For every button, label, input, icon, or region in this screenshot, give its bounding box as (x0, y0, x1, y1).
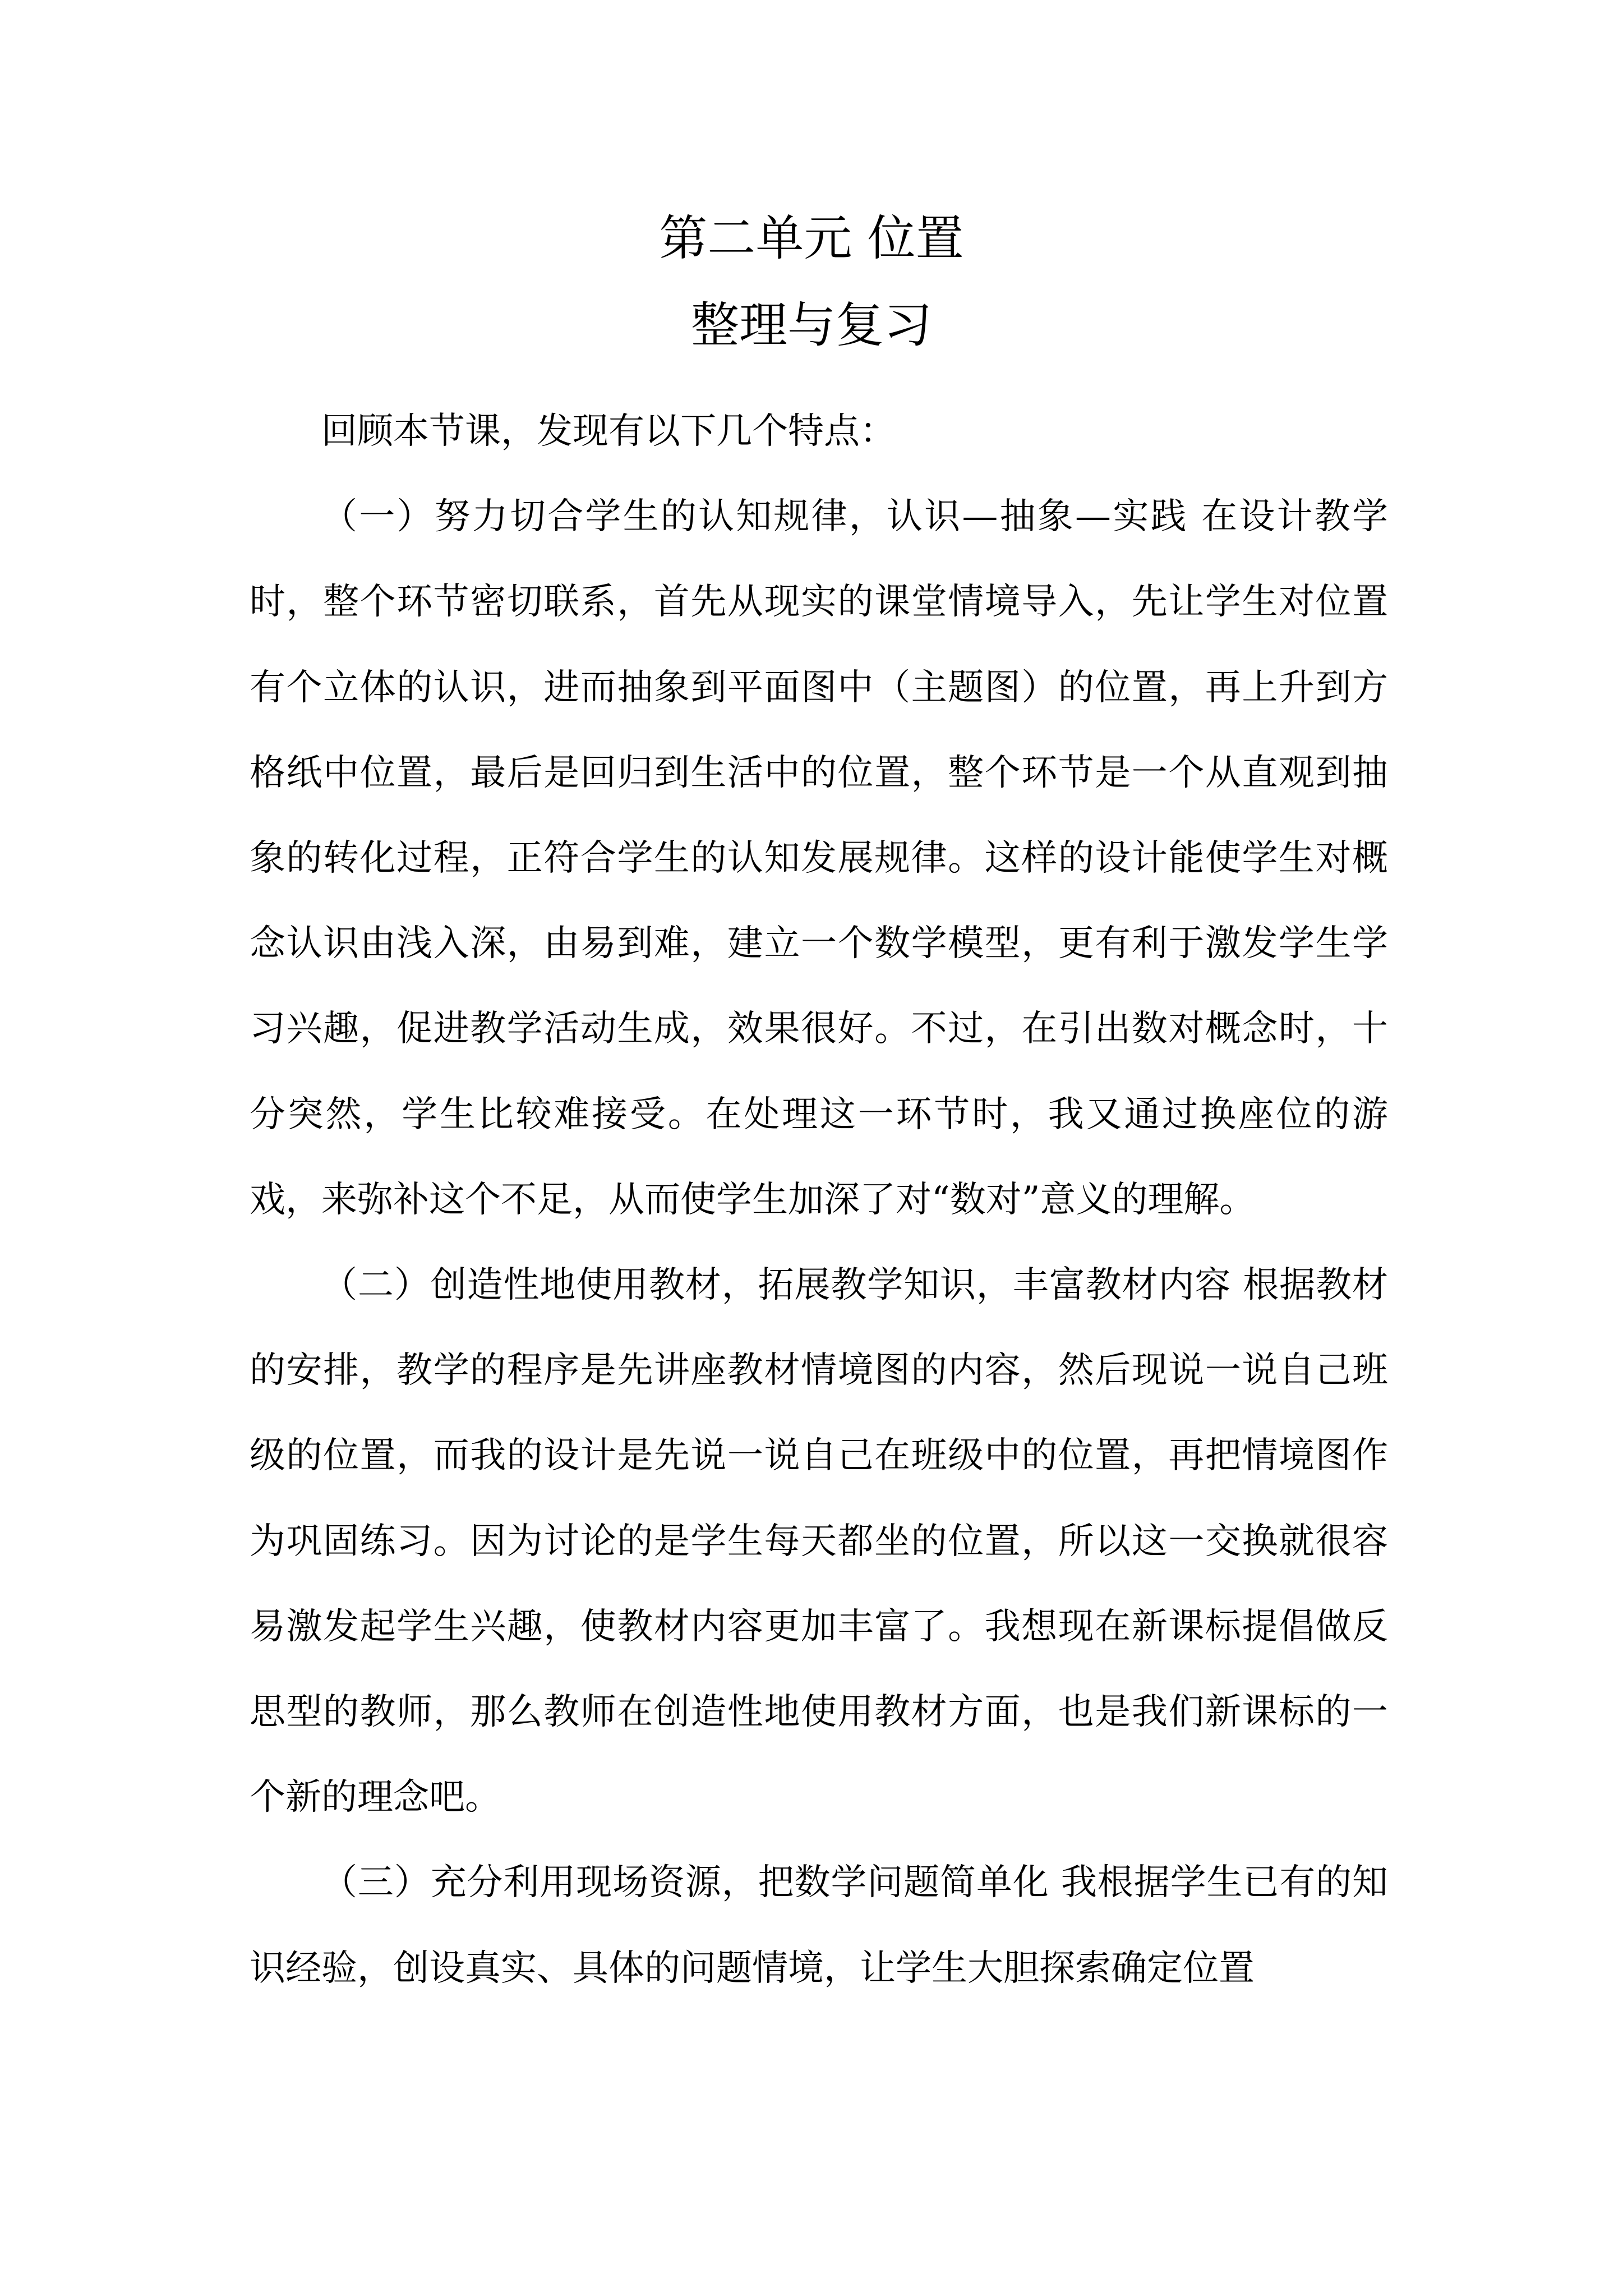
paragraph-intro: 回顾本节课，发现有以下几个特点： (321, 411, 896, 452)
document-body (250, 389, 1388, 2011)
paragraph-point-2: （二）创造性地使用教材，拓展教学知识，丰富教材内容 根据教材的安排，教学的程序是先讲座教材情境图的内容，然后现说一说自己班级的位置，而我的设计是先说一说自己在班级中的位置，再把情境图作为巩固练习。因为讨论的是学生每天都坐的位置，所以这一交换就很容易激发起学生兴趣，使教材内容更加丰富了。我想现在新课标提倡做反思型的教师，那么教师在创造性地使用教材方面，也是我们新课标的一个新的理念吧。 (250, 1264, 1388, 1819)
document-subtitle: 整理与复习 (691, 297, 932, 353)
document-title: 第二单元 位置 (659, 210, 964, 266)
paragraph-point-3: （三）充分利用现场资源，把数学问题简单化 我根据学生已有的知识经验，创设真实、具体的问题情境，让学生大胆探索确定位置 (250, 1862, 1388, 1989)
paragraph-point-1: （一）努力切合学生的认知规律，认识—抽象—实践 在设计教学时，整个环节密切联系，首先从现实的课堂情境导入，先让学生对位置有个立体的认识，进而抽象到平面图中（主题图）的位置，再上升到方格纸中位置，最后是回归到生活中的位置，整个环节是一个从直观到抽象的转化过程，正符合学生的认知发展规律。这样的设计能使学生对概念认识由浅入深，由易到难，建立一个数学模型，更有利于激发学生学习兴趣，促进教学活动生成，效果很好。不过，在引出数对概念时，十分突然，学生比较难接受。在处理这一环节时，我又通过换座位的游戏，来弥补这个不足，从而使学生加深了对“数对”意义的理解。 (250, 496, 1388, 1221)
